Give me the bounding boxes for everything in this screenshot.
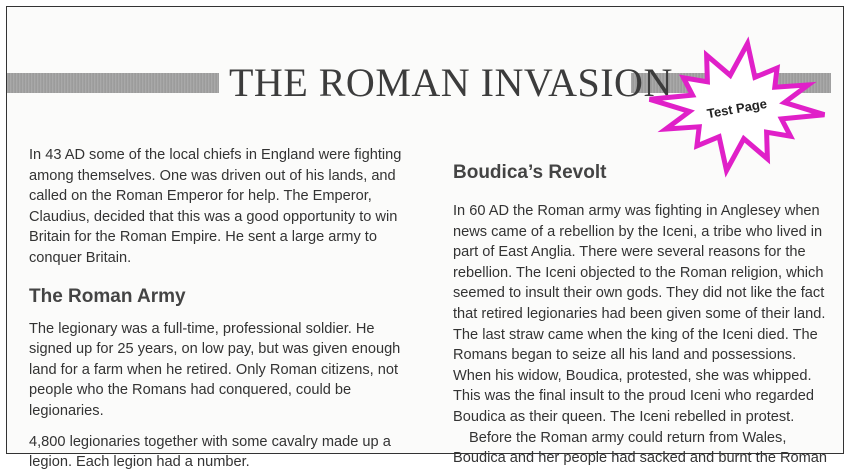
- badge-label: Test Page: [705, 95, 768, 122]
- section-heading-roman-army: The Roman Army: [29, 285, 186, 307]
- revolt-paragraph-2: Before the Roman army could return from Wales, Boudica and her people had sacked and burnt the Roman: [453, 429, 828, 467]
- intro-paragraph: In 43 AD some of the local chiefs in England were fighting among themselves. One was driven out of his lands, and called on the Roman Emperor for help. The Emperor, Claudius, decided that this was a good opportunity to win Britain for the Roman Empire. He sent a large army to conquer Britain.: [29, 147, 402, 266]
- right-column: [453, 161, 833, 469]
- title-band-left: [7, 73, 219, 93]
- revolt-paragraph-1: In 60 AD the Roman army was fighting in Anglesey when news came of a rebellion by the Iceni, a tribe who lived in part of East Anglia. There were several reasons for the rebellion. The Iceni objected to the Roman religion, which seemed to insult their own gods. They did not like the fact that retired legionaries had been given some of their land. The last straw came when the king of the Iceni died. The Romans began to seize all his land and possessions. When his widow, Boudica, protested, she was whipped. This was the final insult to the proud Iceni who regarded Boudica as their queen. The Iceni rebelled in protest.: [453, 203, 826, 425]
- page-title: THE ROMAN INVASION: [229, 60, 673, 105]
- roman-army-paragraph-2: 4,800 legionaries together with some cavalry made up a legion. Each legion had a number.: [29, 433, 391, 471]
- document-page: [6, 6, 844, 471]
- section-heading-boudicas-revolt: Boudica’s Revolt: [453, 162, 607, 183]
- left-column: [29, 145, 409, 473]
- roman-army-paragraph-1: The legionary was a full-time, professional soldier. He signed up for 25 years, on low pay, but was given enough land for a farm when he retired. Only Roman citizens, not people who the Romans had conquered, could be legionaries.: [29, 320, 401, 419]
- test-page-starburst-badge: [645, 25, 835, 175]
